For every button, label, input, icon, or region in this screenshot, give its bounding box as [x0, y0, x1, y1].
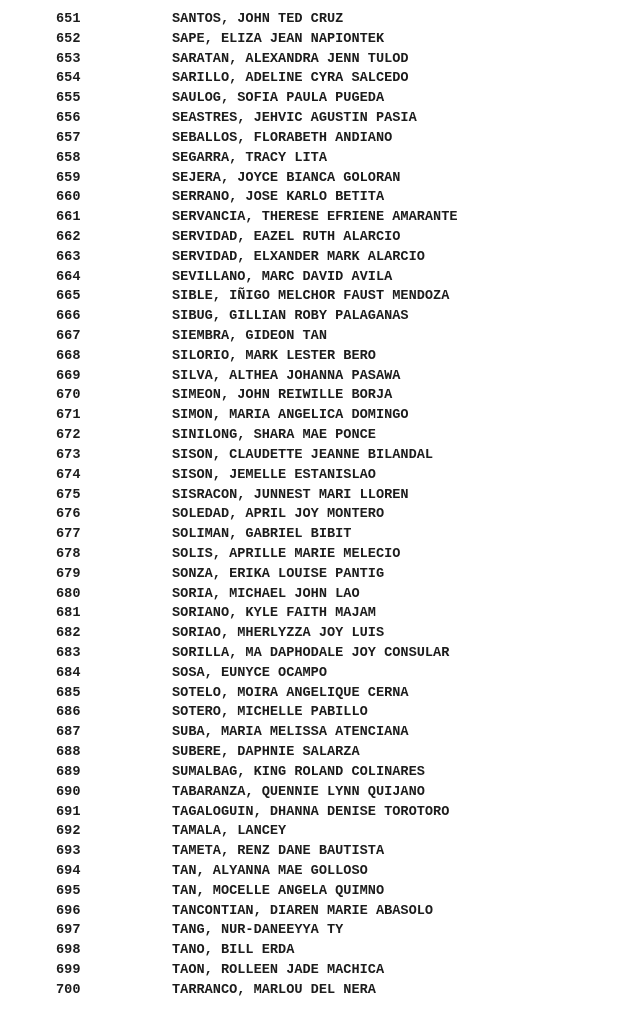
list-item-name: SERRANO, JOSE KARLO BETITA — [172, 190, 385, 206]
list-item — [0, 228, 640, 248]
list-item — [0, 921, 640, 941]
list-item — [0, 961, 640, 981]
list-item-number: 691 — [56, 804, 81, 820]
list-item-number: 684 — [56, 665, 81, 681]
list-item — [0, 89, 640, 109]
list-item-name: TAN, MOCELLE ANGELA QUIMNO — [172, 883, 385, 899]
list-item-number: 658 — [56, 150, 81, 166]
list-item-number: 679 — [56, 566, 81, 582]
list-item-name: TANO, BILL ERDA — [172, 943, 295, 959]
list-item-number: 653 — [56, 51, 81, 67]
list-item-number: 665 — [56, 289, 81, 305]
list-item-name: SIMEON, JOHN REIWILLE BORJA — [172, 388, 393, 404]
list-item-name: SIMON, MARIA ANGELICA DOMINGO — [172, 408, 409, 424]
list-item — [0, 525, 640, 545]
list-item-number: 657 — [56, 130, 81, 146]
list-item — [0, 268, 640, 288]
list-item-number: 678 — [56, 546, 81, 562]
list-item — [0, 287, 640, 307]
list-item-number: 690 — [56, 784, 81, 800]
list-item-number: 668 — [56, 348, 81, 364]
list-item — [0, 822, 640, 842]
list-item-name: SISON, JEMELLE ESTANISLAO — [172, 467, 376, 483]
list-item-number: 688 — [56, 745, 81, 761]
list-item-number: 682 — [56, 626, 81, 642]
list-item-number: 666 — [56, 309, 81, 325]
list-item-name: SISRACON, JUNNEST MARI LLOREN — [172, 487, 409, 503]
list-item-number: 654 — [56, 71, 81, 87]
list-item-number: 672 — [56, 428, 81, 444]
list-item-number: 700 — [56, 982, 81, 998]
list-item — [0, 545, 640, 565]
list-item-name: SANTOS, JOHN TED CRUZ — [172, 12, 344, 27]
list-item — [0, 585, 640, 605]
list-item — [0, 703, 640, 723]
list-item-name: SORIANO, KYLE FAITH MAJAM — [172, 606, 376, 622]
list-item-number: 676 — [56, 507, 81, 523]
list-item-name: SISON, CLAUDETTE JEANNE BILANDAL — [172, 447, 434, 463]
list-item-number: 694 — [56, 863, 81, 879]
list-item-name: SORILLA, MA DAPHODALE JOY CONSULAR — [172, 646, 450, 661]
list-item — [0, 842, 640, 862]
list-item — [0, 69, 640, 89]
list-item — [0, 367, 640, 387]
list-item — [0, 307, 640, 327]
list-item — [0, 644, 640, 664]
list-item — [0, 169, 640, 189]
list-item-number: 697 — [56, 923, 81, 939]
list-item-name: SILVA, ALTHEA JOHANNA PASAWA — [172, 368, 401, 384]
list-item-number: 695 — [56, 883, 81, 899]
list-item — [0, 565, 640, 585]
list-item — [0, 486, 640, 506]
list-item-number: 696 — [56, 903, 81, 919]
list-item — [0, 30, 640, 50]
list-item-number: 663 — [56, 249, 81, 265]
list-item-number: 681 — [56, 606, 81, 622]
list-item — [0, 664, 640, 684]
list-item-name: SONZA, ERIKA LOUISE PANTIG — [172, 566, 385, 582]
list-item — [0, 723, 640, 743]
list-item-number: 660 — [56, 190, 81, 206]
list-item-name: SEVILLANO, MARC DAVID AVILA — [172, 269, 393, 285]
list-item-name: SEGARRA, TRACY LITA — [172, 150, 327, 166]
list-item — [0, 684, 640, 704]
list-item — [0, 624, 640, 644]
list-item-number: 680 — [56, 586, 81, 602]
list-item-name: SORIA, MICHAEL JOHN LAO — [172, 586, 360, 602]
list-item — [0, 882, 640, 902]
list-item-number: 656 — [56, 111, 81, 127]
list-item-name: SARILLO, ADELINE CYRA SALCEDO — [172, 71, 409, 87]
list-item-name: TARRANCO, MARLOU DEL NERA — [172, 982, 376, 998]
list-item — [0, 129, 640, 149]
list-item — [0, 109, 640, 129]
list-item-number: 687 — [56, 725, 81, 741]
list-item-name: SOTERO, MICHELLE PABILLO — [172, 705, 368, 721]
list-item-number: 670 — [56, 388, 81, 404]
list-item-name: TAGALOGUIN, DHANNA DENISE TOROTORO — [172, 804, 450, 820]
list-item-name: SERVANCIA, THERESE EFRIENE AMARANTE — [172, 210, 458, 226]
list-item-name: SOLEDAD, APRIL JOY MONTERO — [172, 507, 385, 523]
list-item-number: 699 — [56, 963, 81, 978]
list-item-number: 659 — [56, 170, 81, 186]
list-item-name: SEBALLOS, FLORABETH ANDIANO — [172, 130, 393, 146]
list-item-name: SOLIS, APRILLE MARIE MELECIO — [172, 546, 401, 562]
list-item-name: SIBUG, GILLIAN ROBY PALAGANAS — [172, 309, 409, 325]
list-item — [0, 466, 640, 486]
list-item-name: SOLIMAN, GABRIEL BIBIT — [172, 527, 352, 543]
list-item — [0, 446, 640, 466]
list-item-number: 664 — [56, 269, 81, 285]
list-item — [0, 803, 640, 823]
list-item-name: SIBLE, IÑIGO MELCHOR FAUST MENDOZA — [172, 289, 450, 305]
list-item-number: 692 — [56, 824, 81, 840]
list-item — [0, 327, 640, 347]
list-item-name: TANCONTIAN, DIAREN MARIE ABASOLO — [172, 903, 434, 919]
list-item — [0, 426, 640, 446]
list-item — [0, 941, 640, 961]
list-item-name: SUBA, MARIA MELISSA ATENCIANA — [172, 725, 409, 741]
list-item — [0, 862, 640, 882]
list-item-name: TAMALA, LANCEY — [172, 824, 287, 840]
list-item-name: SERVIDAD, EAZEL RUTH ALARCIO — [172, 229, 401, 245]
list-item-number: 667 — [56, 329, 81, 344]
list-item — [0, 149, 640, 169]
list-item-name: SAPE, ELIZA JEAN NAPIONTEK — [172, 31, 385, 47]
list-item — [0, 248, 640, 268]
list-item-name: SILORIO, MARK LESTER BERO — [172, 348, 376, 364]
list-item-name: SAULOG, SOFIA PAULA PUGEDA — [172, 91, 385, 107]
list-item — [0, 604, 640, 624]
list-item — [0, 783, 640, 803]
list-item-name: SIEMBRA, GIDEON TAN — [172, 329, 327, 344]
list-item — [0, 981, 640, 1001]
list-item — [0, 386, 640, 406]
list-item — [0, 188, 640, 208]
list-item-name: SINILONG, SHARA MAE PONCE — [172, 428, 376, 444]
list-item — [0, 763, 640, 783]
list-item-name: SUMALBAG, KING ROLAND COLINARES — [172, 764, 425, 780]
list-item-number: 677 — [56, 527, 81, 543]
list-item-name: SEASTRES, JEHVIC AGUSTIN PASIA — [172, 111, 417, 127]
list-item-number: 683 — [56, 646, 81, 661]
list-item-number: 675 — [56, 487, 81, 503]
list-item — [0, 902, 640, 922]
list-item — [0, 505, 640, 525]
list-item — [0, 743, 640, 763]
list-item-number: 698 — [56, 943, 81, 959]
list-item — [0, 208, 640, 228]
list-item-name: TAN, ALYANNA MAE GOLLOSO — [172, 863, 368, 879]
list-item-number: 662 — [56, 229, 81, 245]
list-item-number: 671 — [56, 408, 81, 424]
list-item-number: 693 — [56, 844, 81, 860]
list-item-name: SARATAN, ALEXANDRA JENN TULOD — [172, 51, 409, 67]
list-item-number: 685 — [56, 685, 81, 701]
list-item-name: TANG, NUR-DANEEYYA TY — [172, 923, 344, 939]
list-item-name: SOTELO, MOIRA ANGELIQUE CERNA — [172, 685, 409, 701]
list-item — [0, 406, 640, 426]
list-item-number: 661 — [56, 210, 81, 226]
list-item-name: TAON, ROLLEEN JADE MACHICA — [172, 963, 385, 978]
passers-list — [0, 10, 640, 1001]
list-item-number: 689 — [56, 764, 81, 780]
list-item-name: TAMETA, RENZ DANE BAUTISTA — [172, 844, 385, 860]
list-item-number: 651 — [56, 12, 81, 27]
list-item-name: SUBERE, DAPHNIE SALARZA — [172, 745, 360, 761]
list-item-name: SOSA, EUNYCE OCAMPO — [172, 665, 327, 681]
list-item-number: 686 — [56, 705, 81, 721]
list-item-number: 669 — [56, 368, 81, 384]
list-item-name: SORIAO, MHERLYZZA JOY LUIS — [172, 626, 385, 642]
list-item-number: 655 — [56, 91, 81, 107]
list-item-name: SERVIDAD, ELXANDER MARK ALARCIO — [172, 249, 425, 265]
list-item — [0, 50, 640, 70]
list-item — [0, 347, 640, 367]
list-item — [0, 10, 640, 30]
list-item-number: 652 — [56, 31, 81, 47]
list-item-name: SEJERA, JOYCE BIANCA GOLORAN — [172, 170, 401, 186]
list-item-name: TABARANZA, QUENNIE LYNN QUIJANO — [172, 784, 425, 800]
list-item-number: 673 — [56, 447, 81, 463]
list-item-number: 674 — [56, 467, 81, 483]
